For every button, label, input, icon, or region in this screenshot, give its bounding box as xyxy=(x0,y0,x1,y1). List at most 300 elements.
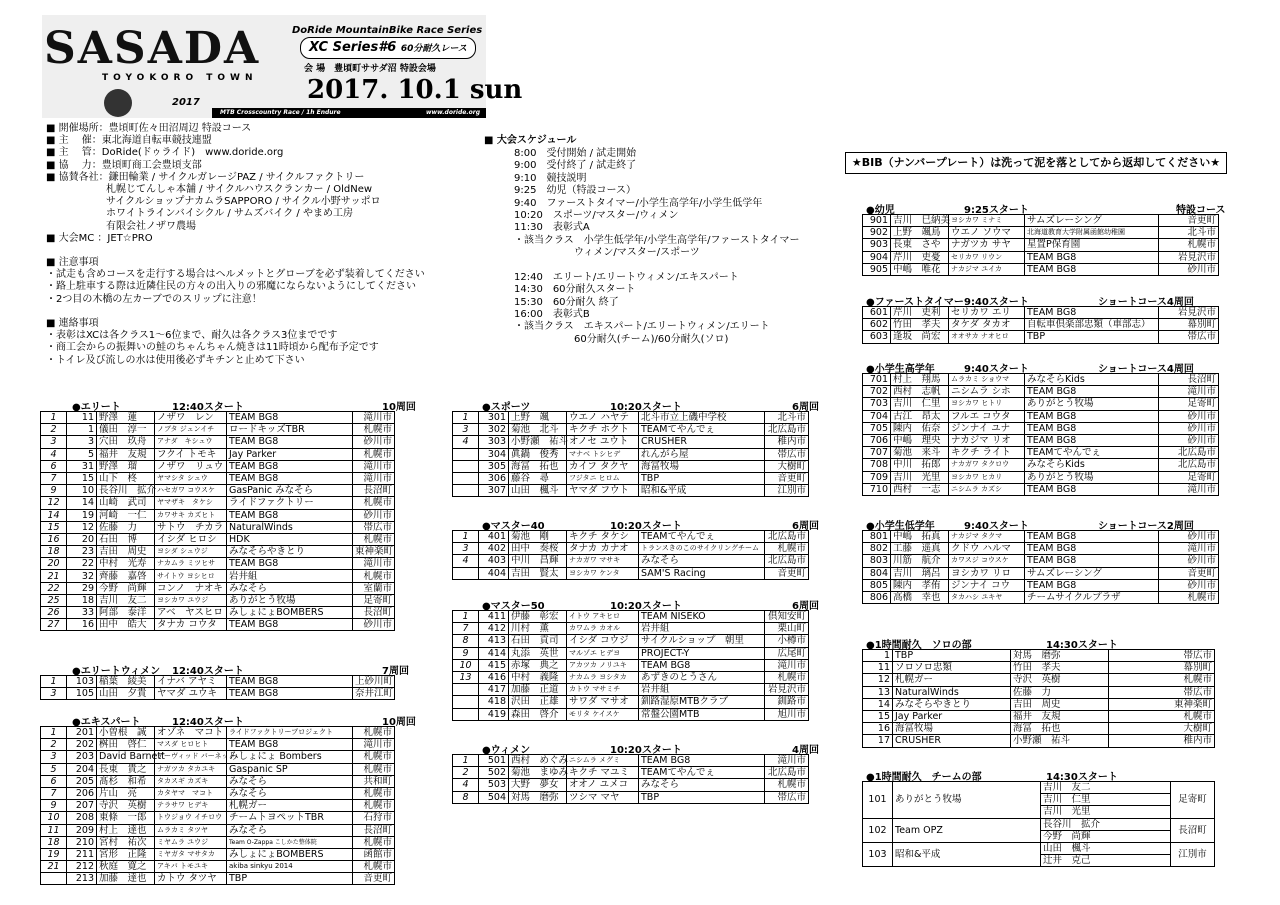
table-cell: 18 xyxy=(67,594,97,606)
table-cell: 213 xyxy=(67,873,97,885)
table-row xyxy=(863,386,1219,398)
section-laps: 6周回 xyxy=(792,402,819,413)
table-cell: ヨシカワ ヒカリ xyxy=(949,471,1025,483)
table-cell: 札幌市 xyxy=(353,800,395,812)
table-cell: 山崎 武司 xyxy=(97,497,155,509)
table-row xyxy=(863,662,1215,674)
table-cell: 吉田 賢太 xyxy=(509,567,567,579)
table-row xyxy=(863,650,1215,662)
section-time: 9:40スタート xyxy=(964,297,1029,308)
event-header xyxy=(42,15,523,118)
table-cell: 412 xyxy=(479,623,509,635)
table-row xyxy=(41,676,395,688)
table-cell: 海冨 拓也 xyxy=(1011,723,1109,735)
table-cell: フジタニ ヒロム xyxy=(567,472,639,484)
table-cell: 11 xyxy=(863,662,893,674)
table-row xyxy=(41,787,395,799)
table-cell: 205 xyxy=(67,775,97,787)
table-row xyxy=(41,582,395,594)
table-cell: ナカムラ ミツヒサ xyxy=(155,558,227,570)
bear-emblem-icon xyxy=(104,89,132,117)
table-cell: 福井 友規 xyxy=(97,448,155,460)
table-cell: 7 xyxy=(41,787,67,799)
table-cell: 4 xyxy=(453,779,479,791)
table-cell: 札幌市 xyxy=(1159,239,1219,251)
table-cell: 上野 颯鳥 xyxy=(891,227,949,239)
table-cell: 16 xyxy=(67,619,97,631)
section-title: ●ウィメン xyxy=(482,745,531,756)
table-row xyxy=(863,459,1219,471)
table-cell: ナカジマ タクマ xyxy=(949,531,1025,543)
table-row xyxy=(863,447,1219,459)
table-cell: 26 xyxy=(41,607,67,619)
section-time: 14:30スタート xyxy=(1046,772,1118,783)
table-row xyxy=(41,436,395,448)
table-cell: 岩井組 xyxy=(639,623,765,635)
table-cell: 小曽根 誠 xyxy=(97,727,155,739)
team-member: 吉川 光里 xyxy=(1041,806,1171,818)
table-cell: 403 xyxy=(479,555,509,567)
table-row xyxy=(453,755,809,767)
team-member: 吉川 友二 xyxy=(1041,782,1171,794)
table-cell: ムラカミ ショウマ xyxy=(949,374,1025,386)
table-cell: カトウ タツヤ xyxy=(155,873,227,885)
table-cell: キクチ タケシ xyxy=(567,531,639,543)
table-cell: 対馬 磨弥 xyxy=(509,791,567,803)
table-cell: 414 xyxy=(479,647,509,659)
table-cell: 滝川市 xyxy=(1159,483,1219,495)
table-cell: みしょにょBOMBERS xyxy=(227,607,353,619)
table-row xyxy=(41,448,395,460)
table-cell: TEAM BG8 xyxy=(1025,579,1159,591)
table-cell: 札幌市 xyxy=(353,861,395,873)
table-cell: 503 xyxy=(479,779,509,791)
table-cell: 足寄町 xyxy=(1159,398,1219,410)
info-line: ■ 開催場所：豊頃町佐々田沼周辺 特設コース xyxy=(46,123,252,134)
table-cell: 札幌市 xyxy=(765,543,809,555)
table-cell: 502 xyxy=(479,767,509,779)
table-cell: 6 xyxy=(41,460,67,472)
section-title: ●マスター50 xyxy=(482,601,545,612)
table-cell: アカツカ ノリユキ xyxy=(567,659,639,671)
table-cell: NaturalWinds xyxy=(227,521,353,533)
table-cell: TEAM BG8 xyxy=(639,755,765,767)
info-block xyxy=(46,123,425,367)
table-row xyxy=(41,607,395,619)
results-table-kids xyxy=(862,214,1219,276)
table-cell: 5 xyxy=(67,448,97,460)
table-cell: 北広島市 xyxy=(765,424,809,436)
table-row xyxy=(863,422,1219,434)
info-line: ・表彰はXCは各クラス1～6位まで、耐久は各クラス3位までです xyxy=(46,330,338,342)
table-cell: ジンナイ ユナ xyxy=(949,422,1025,434)
table-row xyxy=(41,546,395,558)
table-row xyxy=(863,410,1219,422)
table-cell: カトウ マサミチ xyxy=(567,684,639,696)
table-cell: 702 xyxy=(863,386,891,398)
table-cell: Jay Parker xyxy=(893,710,1011,722)
section-laps: ショートコース4周回 xyxy=(1098,364,1194,375)
table-cell: 阿部 泰洋 xyxy=(97,607,155,619)
table-cell: マルゾエ ヒデヨ xyxy=(567,647,639,659)
table-cell: ナカガワ マサキ xyxy=(567,555,639,567)
table-cell: ライドファクトリープロジェクト xyxy=(227,727,353,739)
table-row xyxy=(453,623,809,635)
table-cell: 滝川市 xyxy=(765,755,809,767)
info-line: ・試走も含めコースを走行する場合はヘルメットとグローブを必ず装着してください xyxy=(46,269,425,281)
info-line: ・2つ目の木橋の左カーブでのスリップに注意！ xyxy=(46,293,262,305)
table-cell: 31 xyxy=(67,460,97,472)
table-cell: 15 xyxy=(67,472,97,484)
table-cell: ジンナイ コウ xyxy=(949,579,1025,591)
results-table-upper xyxy=(862,373,1219,496)
table-cell: 岩見沢市 xyxy=(1159,251,1219,263)
table-row xyxy=(453,485,809,497)
table-cell: 19 xyxy=(41,848,67,860)
table-cell: 札幌市 xyxy=(353,836,395,848)
table-cell: 倶知安町 xyxy=(765,611,809,623)
table-cell: ヨシカワ リロ xyxy=(949,567,1025,579)
table-cell: テラサワ ヒデキ xyxy=(155,800,227,812)
table-cell: 801 xyxy=(863,531,891,543)
table-cell: ウエノ ハヤテ xyxy=(567,412,639,424)
table-cell: 昭和&平成 xyxy=(639,485,765,497)
table-cell: ノザワ リュウ xyxy=(155,460,227,472)
schedule-line: 60分耐久(チーム)/60分耐久(ソロ) xyxy=(514,333,729,345)
table-cell: サワダ マサオ xyxy=(567,696,639,708)
table-cell: チームサイクルプラザ xyxy=(1025,591,1159,603)
section-time: 12:40スタート xyxy=(172,717,244,728)
table-cell: 砂川市 xyxy=(1159,531,1219,543)
table-cell: 32 xyxy=(67,570,97,582)
table-row xyxy=(41,497,395,509)
table-cell: CRUSHER xyxy=(893,735,1011,747)
table-cell: 田中 奏桜 xyxy=(509,543,567,555)
table-cell: 砂川市 xyxy=(1159,410,1219,422)
website-url: www.doride.org xyxy=(426,109,480,116)
table-cell: れんがら屋 xyxy=(639,448,765,460)
table-cell: 中嶋 理央 xyxy=(891,434,949,446)
table-cell: 3 xyxy=(453,424,479,436)
table-cell: 8 xyxy=(453,791,479,803)
xc-series-box xyxy=(300,37,476,59)
table-cell: TBP xyxy=(639,791,765,803)
table-cell: 4 xyxy=(453,555,479,567)
table-cell: 27 xyxy=(41,619,67,631)
table-row xyxy=(41,751,395,763)
table-cell: 芹川 吏利 xyxy=(891,307,949,319)
table-row xyxy=(863,543,1219,555)
table-cell: 佐藤 力 xyxy=(1011,686,1109,698)
table-cell: 212 xyxy=(67,861,97,873)
info-line: ■ 主 管：DoRide(ドゥライド) www.doride.org xyxy=(46,147,284,159)
table-cell: 中村 義隆 xyxy=(509,671,567,683)
info-line: ■ 大会MC ：JET☆PRO xyxy=(46,232,153,244)
table-cell: 206 xyxy=(67,787,97,799)
table-cell: 音更町 xyxy=(353,873,395,885)
table-row xyxy=(863,227,1219,239)
table-cell: 4 xyxy=(453,436,479,448)
table-cell: 北斗市立上磯中学校 xyxy=(639,412,765,424)
table-cell: 滝川市 xyxy=(353,739,395,751)
table-row xyxy=(453,567,809,579)
table-cell: 1 xyxy=(863,650,893,662)
table-cell: 野澤 蓮 xyxy=(97,412,155,424)
table-cell: 菊池 剛 xyxy=(509,531,567,543)
table-cell: チームトヨペットTBR xyxy=(227,812,353,824)
table-cell: 305 xyxy=(479,460,509,472)
info-line: 有限会社ノザワ農場 xyxy=(46,220,196,232)
table-cell: ライドファクトリー xyxy=(227,497,353,509)
table-cell: 竹田 孝夫 xyxy=(1011,662,1109,674)
table-cell: TEAM BG8 xyxy=(1025,483,1159,495)
table-row xyxy=(453,791,809,803)
table-cell: 北斗市 xyxy=(1159,227,1219,239)
table-cell: 長東 さや xyxy=(891,239,949,251)
table-cell: 9 xyxy=(453,647,479,659)
table-cell: 東神楽町 xyxy=(353,546,395,558)
table-cell: 逢坂 尚宏 xyxy=(891,331,949,343)
table-cell: TEAMてやんでぇ xyxy=(639,531,765,543)
table-cell: トランスきのこのサイクリングチーム xyxy=(639,543,765,555)
table-cell: Gaspanic SP xyxy=(227,763,353,775)
team-no: 103 xyxy=(863,842,893,866)
table-row xyxy=(863,251,1219,263)
table-cell: ヤマシタ シュウ xyxy=(155,472,227,484)
table-row xyxy=(453,472,809,484)
table-cell: ナカジマ ユイカ xyxy=(949,263,1025,275)
table-cell: 齊藤 嘉啓 xyxy=(97,570,155,582)
team-city: 江別市 xyxy=(1171,842,1215,866)
table-cell: 105 xyxy=(67,688,97,700)
table-row xyxy=(453,647,809,659)
section-time: 12:40スタート xyxy=(172,666,244,677)
section-time: 9:25スタート xyxy=(964,205,1029,216)
section-title: ●ファーストタイマー xyxy=(866,297,964,308)
table-cell: カワスジ コウスケ xyxy=(949,555,1025,567)
team-name: Team OPZ xyxy=(893,818,1041,842)
table-cell: ロードキッズTBR xyxy=(227,424,353,436)
table-cell: 石田 貢司 xyxy=(509,635,567,647)
table-cell: クドウ ハルマ xyxy=(949,543,1025,555)
table-cell: GasPanic みなそら xyxy=(227,485,353,497)
town-name: TOYOKORO TOWN xyxy=(102,73,258,83)
table-cell: 20 xyxy=(41,558,67,570)
table-cell: 北広島市 xyxy=(765,767,809,779)
table-cell: 西村 めぐみ xyxy=(509,755,567,767)
table-cell: 3 xyxy=(41,688,67,700)
table-cell: 村上 達也 xyxy=(97,824,155,836)
table-cell: 穴田 玖舟 xyxy=(97,436,155,448)
schedule-line: 10:20 スポーツ/マスター/ウィメン xyxy=(514,209,679,221)
table-cell: 吉川 璃呂 xyxy=(891,567,949,579)
schedule-line: 15:30 60分耐久 終了 xyxy=(514,296,619,308)
table-cell: TEAM BG8 xyxy=(227,412,353,424)
table-cell: 砂川市 xyxy=(1159,263,1219,275)
section-time: 10:20スタート xyxy=(610,521,682,532)
section-laps: 7周回 xyxy=(382,666,409,677)
table-cell: イナバ アヤミ xyxy=(155,676,227,688)
table-cell: 16 xyxy=(863,723,893,735)
table-cell: ノザワ レン xyxy=(155,412,227,424)
series-name: DoRide MountainBike Race Series xyxy=(292,25,483,36)
team-member: 長谷川 拡介 xyxy=(1041,818,1171,830)
table-row xyxy=(453,659,809,671)
table-cell: 12 xyxy=(41,497,67,509)
info-line: ■ 協 力：豊頃町商工会豊頃支部 xyxy=(46,159,202,171)
table-row xyxy=(863,818,1215,830)
schedule-line: ・該当クラス 小学生低学年/小学生高学年/ファーストタイマー xyxy=(514,234,800,246)
table-cell: 山田 夕貴 xyxy=(97,688,155,700)
results-table-lower xyxy=(862,530,1219,604)
table-cell: TEAM BG8 xyxy=(1025,386,1159,398)
table-cell: Team O-Zappa こしかた整体院 xyxy=(227,836,353,848)
table-cell: 古江 昂太 xyxy=(891,410,949,422)
table-cell: TEAMてやんでぇ xyxy=(1025,447,1159,459)
table-cell: 416 xyxy=(479,671,509,683)
section-title: ●エリート xyxy=(72,402,121,413)
table-cell: 陳内 孝侑 xyxy=(891,579,949,591)
table-cell: 304 xyxy=(479,448,509,460)
table-cell: ヤマザキ タケシ xyxy=(155,497,227,509)
section-laps: 6周回 xyxy=(792,521,819,532)
table-cell: ありがとう牧場 xyxy=(1025,398,1159,410)
table-cell: 自転車倶楽部忠類（車部志） xyxy=(1025,319,1159,331)
table-cell: 501 xyxy=(479,755,509,767)
bib-notice: ★BIB（ナンバープレート）は洗って泥を落としてから返却してください★ xyxy=(845,152,1227,174)
table-cell: オオサカ ナオヒロ xyxy=(949,331,1025,343)
table-cell: サムズレーシング xyxy=(1025,215,1159,227)
table-row xyxy=(863,398,1219,410)
table-cell: 13 xyxy=(453,671,479,683)
table-cell: HDK xyxy=(227,533,353,545)
table-cell: 海冨牧場 xyxy=(639,460,765,472)
table-row xyxy=(41,873,395,885)
table-cell: 室蘭市 xyxy=(353,582,395,594)
table-cell: ナガツカ サヤ xyxy=(949,239,1025,251)
table-cell: 1 xyxy=(41,727,67,739)
table-row xyxy=(453,684,809,696)
table-cell: TEAM BG8 xyxy=(227,619,353,631)
brand-logo: SASADA xyxy=(44,23,261,74)
table-cell: みなそらやきとり xyxy=(893,698,1011,710)
table-cell: 札幌市 xyxy=(1109,710,1215,722)
table-cell: オオノ ユメコ xyxy=(567,779,639,791)
section-laps: ショートコース2周回 xyxy=(1098,521,1194,532)
info-line: サイクルショップナカムラSAPPORO / サイクル小野サッポロ xyxy=(46,196,381,208)
section-title: ●小学生低学年 xyxy=(866,521,935,532)
table-cell: 902 xyxy=(863,227,891,239)
table-cell: TEAM BG8 xyxy=(227,739,353,751)
table-row xyxy=(41,775,395,787)
table-row xyxy=(453,708,809,720)
info-line xyxy=(46,306,425,318)
table-row xyxy=(453,671,809,683)
table-cell: 中川 拓郎 xyxy=(891,459,949,471)
table-cell: 釧路湿原MTBクラブ xyxy=(639,696,765,708)
info-line xyxy=(46,245,425,257)
table-cell: 704 xyxy=(863,410,891,422)
table-cell: 寺沢 英樹 xyxy=(97,800,155,812)
table-cell: 幕別町 xyxy=(1109,662,1215,674)
table-cell: 沢田 正雄 xyxy=(509,696,567,708)
table-cell: 411 xyxy=(479,611,509,623)
table-cell xyxy=(453,448,479,460)
table-cell: 13 xyxy=(863,686,893,698)
table-cell: 奈井江町 xyxy=(353,688,395,700)
table-cell: NaturalWinds xyxy=(893,686,1011,698)
table-cell: 上野 颯 xyxy=(509,412,567,424)
table-cell: 海冨 拓也 xyxy=(509,460,567,472)
table-cell: 陳内 佑奈 xyxy=(891,422,949,434)
table-cell: TBP xyxy=(1025,331,1159,343)
info-line: ・トイレ及び流しの水は使用後必ずキチンと止めて下さい xyxy=(46,354,305,366)
table-cell: 長沼町 xyxy=(353,824,395,836)
table-cell: 砂川市 xyxy=(1159,434,1219,446)
table-cell: 209 xyxy=(67,824,97,836)
table-cell: 加藤 達也 xyxy=(97,873,155,885)
table-cell: 帯広市 xyxy=(1159,331,1219,343)
table-cell: 札幌市 xyxy=(353,448,395,460)
table-cell: 10 xyxy=(453,659,479,671)
table-cell: 吉川 友二 xyxy=(97,594,155,606)
table-cell: ナカムラ ヨシタカ xyxy=(567,671,639,683)
table-cell: ミヤムラ ユウジ xyxy=(155,836,227,848)
table-cell: 森田 啓介 xyxy=(509,708,567,720)
table-cell: 工藤 遥真 xyxy=(891,543,949,555)
table-cell: ノブタ ジュンイチ xyxy=(155,424,227,436)
table-cell: ニシムラ メグミ xyxy=(567,755,639,767)
table-cell: ミヤガタ マサタカ xyxy=(155,848,227,860)
table-cell: 伊藤 彰宏 xyxy=(509,611,567,623)
table-cell: コンノ ナオキ xyxy=(155,582,227,594)
table-cell: 805 xyxy=(863,579,891,591)
table-cell: 長沼町 xyxy=(353,607,395,619)
table-row xyxy=(863,591,1219,603)
table-row xyxy=(41,824,395,836)
table-cell: キクチ ライト xyxy=(949,447,1025,459)
table-cell: 音更町 xyxy=(1159,567,1219,579)
table-row xyxy=(863,723,1215,735)
table-cell: 赤塚 典之 xyxy=(509,659,567,671)
table-cell: 儀田 淳一 xyxy=(97,424,155,436)
table-cell: 8 xyxy=(453,635,479,647)
table-cell: 星置P保育園 xyxy=(1025,239,1159,251)
table-cell: カタヤマ マコト xyxy=(155,787,227,799)
table-cell: 幕別町 xyxy=(1159,319,1219,331)
section-laps: 4周回 xyxy=(792,745,819,756)
results-table-elite xyxy=(40,411,395,631)
table-cell: 2 xyxy=(41,424,67,436)
table-cell: 北広島市 xyxy=(765,531,809,543)
table-cell: 北斗市 xyxy=(765,412,809,424)
table-cell: 15 xyxy=(41,521,67,533)
table-cell: 402 xyxy=(479,543,509,555)
table-cell: 3 xyxy=(41,751,67,763)
table-cell: 中嶋 唯花 xyxy=(891,263,949,275)
table-row xyxy=(453,448,809,460)
table-cell: みなそら xyxy=(639,779,765,791)
table-cell: 204 xyxy=(67,763,97,775)
table-cell: 岩見沢市 xyxy=(765,684,809,696)
table-cell: TEAMてやんでぇ xyxy=(639,424,765,436)
table-cell: みなそら xyxy=(227,775,353,787)
table-cell: 山田 楓斗 xyxy=(509,485,567,497)
info-line: ホワイトラインバイシクル / サムズバイク / やまめ工房 xyxy=(46,208,353,220)
table-cell: 札幌市 xyxy=(353,763,395,775)
table-cell: 401 xyxy=(479,531,509,543)
section-laps: 10周回 xyxy=(382,717,416,728)
